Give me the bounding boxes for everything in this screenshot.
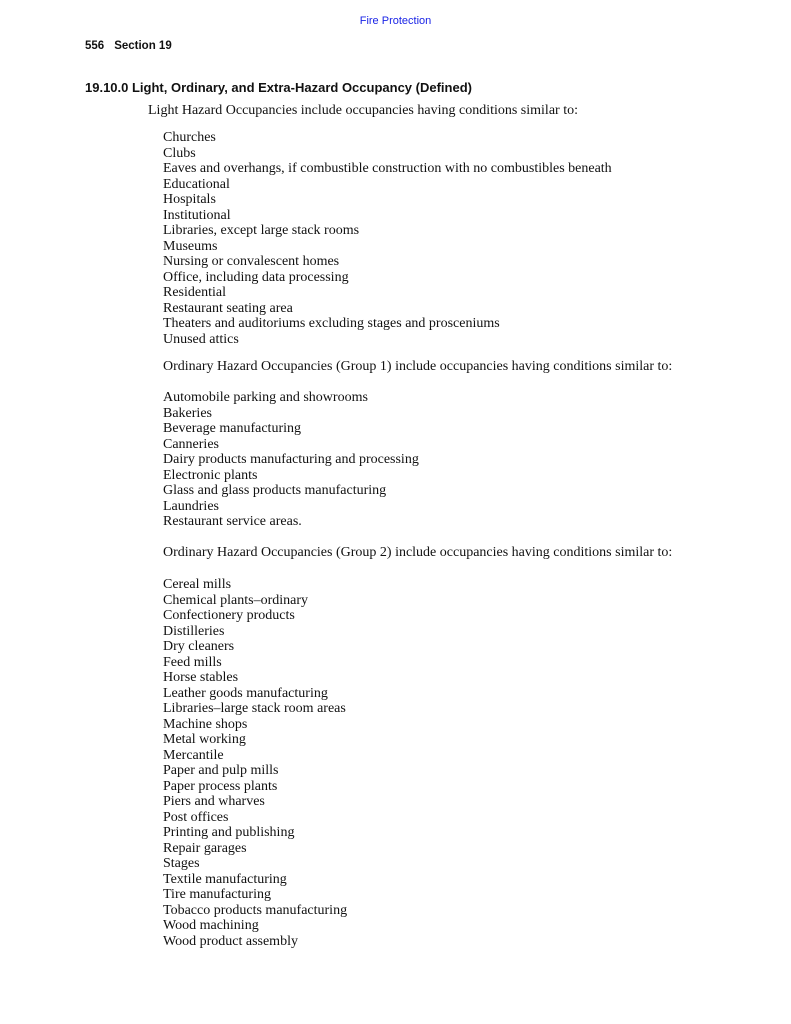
section-label: Section 19 [114, 40, 172, 52]
list-item: Glass and glass products manufacturing [163, 483, 387, 498]
list-item: Theaters and auditoriums excluding stages and prosceniums [163, 316, 500, 331]
list-item: Canneries [163, 436, 219, 452]
list-item: Unused attics [163, 331, 239, 347]
list-item: Stages [163, 856, 200, 871]
list-item: Tire manufacturing [163, 887, 271, 902]
list-item: Textile manufacturing [163, 871, 287, 887]
list-item: Metal working [163, 732, 246, 747]
list-item: Libraries–large stack room areas [163, 701, 346, 716]
list-item: Educational [163, 176, 230, 192]
light-hazard-intro: Light Hazard Occupancies include occupancies having conditions similar to: [148, 103, 578, 118]
list-item: Wood product assembly [163, 933, 298, 949]
list-item: Horse stables [163, 670, 239, 685]
list-item: Eaves and overhangs, if combustible construction with no combustibles beneath [163, 161, 612, 176]
list-item: Institutional [163, 207, 231, 223]
list-item: Machine shops [163, 716, 248, 732]
list-item: Leather goods manufacturing [163, 685, 328, 701]
list-item: Dairy products manufacturing and processing [163, 452, 419, 467]
list-item: Office, including data processing [163, 269, 349, 285]
list-item: Hospitals [163, 192, 216, 207]
page-label [85, 40, 172, 52]
section-heading: 19.10.0 Light, Ordinary, and Extra-Hazard Occupancy (Defined) [85, 80, 472, 95]
list-item: Laundries [163, 498, 219, 514]
list-item: Distilleries [163, 623, 225, 639]
list-item: Printing and publishing [163, 825, 295, 840]
list-item: Paper and pulp mills [163, 763, 279, 778]
list-item: Confectionery products [163, 608, 295, 623]
ordinary-group2-list [163, 577, 347, 949]
list-item: Museums [163, 238, 218, 254]
ordinary-group1-list [163, 390, 419, 530]
list-item: Residential [163, 285, 226, 300]
ordinary-group1-intro: Ordinary Hazard Occupancies (Group 1) include occupancies having conditions similar to: [163, 359, 673, 374]
list-item: Beverage manufacturing [163, 421, 301, 436]
running-head: Fire Protection [359, 15, 432, 27]
list-item: Chemical plants–ordinary [163, 592, 309, 608]
list-item: Electronic plants [163, 467, 258, 483]
list-item: Wood machining [163, 918, 259, 933]
list-item: Piers and wharves [163, 794, 265, 809]
page-number: 556 [85, 40, 105, 52]
list-item: Libraries, except large stack rooms [163, 223, 360, 238]
list-item: Tobacco products manufacturing [163, 902, 348, 918]
list-item: Post offices [163, 809, 229, 825]
list-item: Mercantile [163, 747, 224, 763]
list-item: Paper process plants [163, 778, 278, 794]
list-item: Churches [163, 130, 216, 145]
light-hazard-list [163, 130, 612, 347]
list-item: Nursing or convalescent homes [163, 254, 340, 269]
list-item: Restaurant seating area [163, 300, 293, 316]
list-item: Clubs [163, 145, 196, 161]
list-item: Restaurant service areas. [163, 514, 302, 529]
list-item: Bakeries [163, 405, 212, 421]
list-item: Dry cleaners [163, 639, 235, 654]
list-item: Automobile parking and showrooms [163, 390, 368, 405]
list-item: Feed mills [163, 654, 222, 670]
list-item: Repair garages [163, 840, 247, 856]
list-item: Cereal mills [163, 577, 232, 592]
ordinary-group2-intro: Ordinary Hazard Occupancies (Group 2) include occupancies having conditions similar to: [163, 545, 673, 560]
